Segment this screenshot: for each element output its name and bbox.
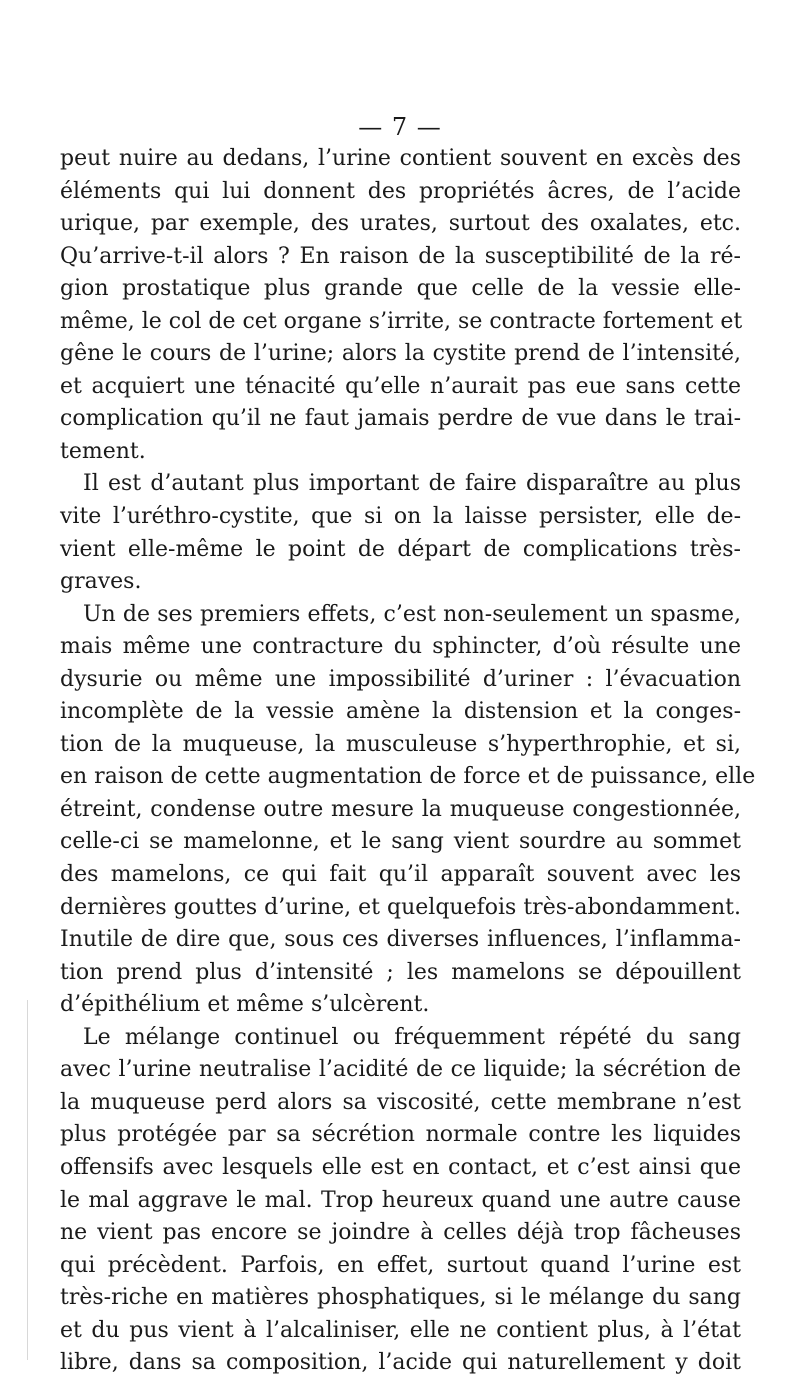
text-line: éléments qui lui donnent des propriétés âcres, de l’acide — [60, 178, 741, 204]
text-line: Qu’arrive-t-il alors ? En raison de la susceptibilité de la ré- — [60, 243, 741, 269]
text-line: des mamelons, ce qui fait qu’il apparaît souvent avec les — [60, 862, 741, 888]
text-line: même, le col de cet organe s’irrite, se contracte fortement et — [60, 308, 743, 334]
text-line: vite l’uréthro-cystite, que si on la laisse persister, elle de- — [60, 504, 741, 530]
text-line: avec l’urine neutralise l’acidité de ce liquide; la sécrétion de — [60, 1057, 741, 1083]
text-line: Inutile de dire que, sous ces diverses influences, l’inflamma- — [60, 927, 741, 953]
text-line: celle-ci se mamelonne, et le sang vient sourdre au sommet — [60, 829, 741, 855]
text-line: gion prostatique plus grande que celle de la vessie elle- — [60, 276, 741, 302]
text-line: très-riche en matières phosphatiques, si le mélange du sang — [60, 1285, 741, 1311]
text-line: incomplète de la vessie amène la distension et la conges- — [60, 699, 741, 725]
text-line: le mal aggrave le mal. Trop heureux quand une autre cause — [60, 1187, 741, 1213]
scan-edge-shadow — [27, 1000, 28, 1360]
text-line: graves. — [60, 569, 142, 595]
text-line: dernières gouttes d’urine, et quelquefois très-abondamment. — [60, 894, 741, 920]
text-line: et acquiert une ténacité qu’elle n’aurait pas eue sans cette — [60, 373, 741, 399]
text-line: ne vient pas encore se joindre à celles déjà trop fâcheuses — [60, 1220, 741, 1246]
text-line: complication qu’il ne faut jamais perdre de vue dans le trai- — [60, 406, 741, 432]
text-line: libre, dans sa composition, l’acide qui naturellement y doit — [60, 1350, 741, 1376]
text-line: et du pus vient à l’alcaliniser, elle ne contient plus, à l’état — [60, 1317, 741, 1343]
text-line: tion de la muqueuse, la musculeuse s’hyperthrophie, et si, — [60, 731, 741, 757]
text-line: offensifs avec lesquels elle est en contact, et c’est ainsi que — [60, 1154, 741, 1180]
page-number: — 7 — — [358, 113, 442, 141]
text-line: plus protégée par sa sécrétion normale contre les liquides — [60, 1122, 741, 1148]
text-line: en raison de cette augmentation de force et de puissance, elle — [60, 764, 756, 790]
text-line: peut nuire au dedans, l’urine contient souvent en excès des — [60, 146, 741, 171]
text-line: Il est d’autant plus important de faire disparaître au plus — [83, 471, 741, 497]
text-line: Le mélange continuel ou fréquemment répété du sang — [83, 1024, 741, 1050]
text-line: vient elle-même le point de départ de complications très- — [60, 536, 741, 562]
text-line: gêne le cours de l’urine; alors la cystite prend de l’intensité, — [60, 341, 741, 367]
text-line: la muqueuse perd alors sa viscosité, cette membrane n’est — [60, 1089, 741, 1115]
text-line: tement. — [60, 438, 146, 464]
text-line: tion prend plus d’intensité ; les mamelons se dépouillent — [60, 959, 741, 985]
body-text — [60, 143, 756, 1380]
text-line: d’épithélium et même s’ulcèrent. — [60, 992, 430, 1018]
text-line: qui précèdent. Parfois, en effet, surtout quand l’urine est — [60, 1252, 741, 1278]
text-line: mais même une contracture du sphincter, d’où résulte une — [60, 634, 741, 660]
text-line: Un de ses premiers effets, c’est non-seulement un spasme, — [83, 601, 741, 627]
text-line: urique, par exemple, des urates, surtout des oxalates, etc. — [60, 211, 741, 237]
text-line: dysurie ou même une impossibilité d’uriner : l’évacuation — [60, 666, 741, 692]
text-line: étreint, condense outre mesure la muqueuse congestionnée, — [60, 796, 741, 822]
